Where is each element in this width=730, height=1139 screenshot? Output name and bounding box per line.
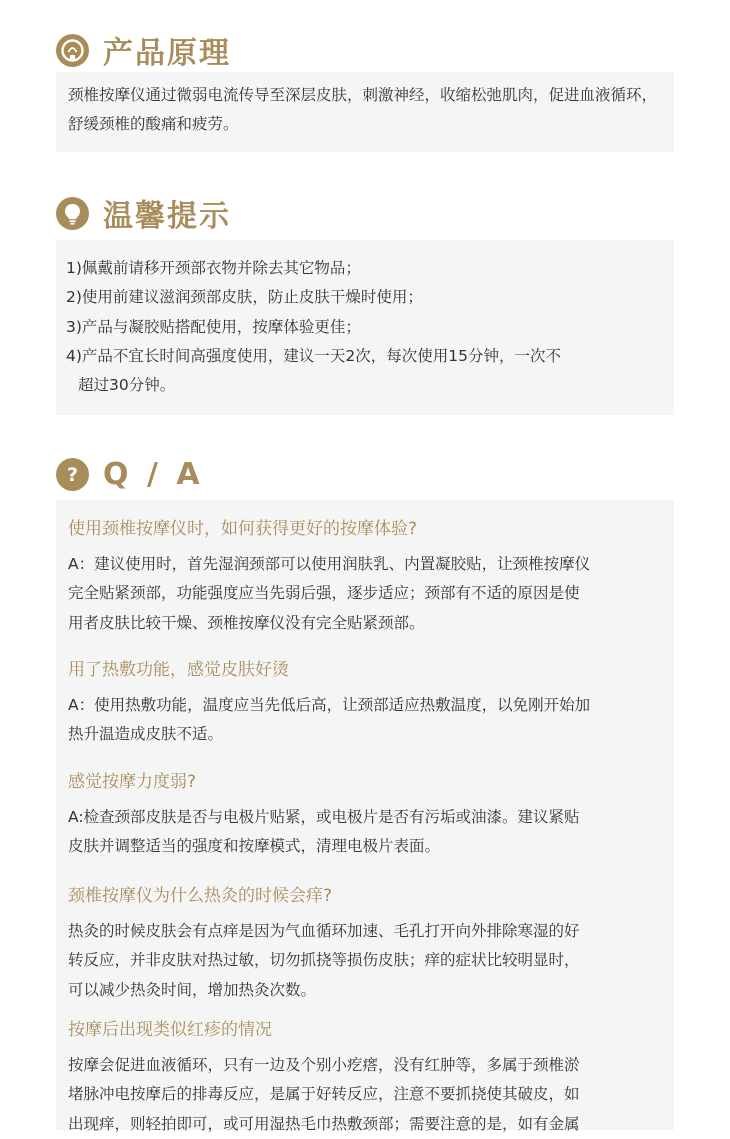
qa-answer-line: 皮肤并调整适当的强度和按摩模式，清理电极片表面。 bbox=[68, 837, 441, 856]
qa-answer-line: 热升温造成皮肤不适。 bbox=[68, 725, 224, 744]
tip-item: 2)使用前建议滋润颈部皮肤，防止皮肤干燥时使用； bbox=[66, 288, 423, 307]
principle-text: 颈椎按摩仪通过微弱电流传导至深层皮肤，刺激神经，收缩松弛肌肉，促进血液循环，舒缓颈椎的酸痛和疲劳。 bbox=[68, 86, 658, 133]
principle-header bbox=[56, 28, 231, 72]
qa-answer-line: 可以减少热灸时间，增加热灸次数。 bbox=[68, 980, 317, 999]
qa-box bbox=[56, 500, 674, 1133]
tips-list bbox=[66, 254, 561, 400]
qa-answer-line: 按摩会促进血液循环，只有一边及个别小疙瘩，没有红肿等，多属于颈椎淤 bbox=[68, 1056, 580, 1074]
qa-item bbox=[68, 659, 664, 750]
qa-title: Q / A bbox=[103, 457, 204, 492]
lightbulb-icon bbox=[56, 197, 89, 230]
tip-item: 3)产品与凝胶贴搭配使用，按摩体验更佳； bbox=[66, 317, 361, 336]
lightbulb-icon bbox=[56, 34, 89, 67]
qa-answer-line: A：使用热敷功能，温度应当先低后高，让颈部适应热敷温度，以免刚开始加 bbox=[68, 696, 591, 714]
qa-item bbox=[68, 1019, 664, 1139]
question-icon bbox=[56, 458, 89, 491]
qa-answer-line: A:检查颈部皮肤是否与电极片贴紧，或电极片是否有污垢或油漆。建议紧贴 bbox=[68, 808, 580, 826]
qa-answer-line: A：建议使用时，首先湿润颈部可以使用润肤乳、内置凝胶贴，让颈椎按摩仪 bbox=[68, 555, 591, 573]
qa-answer-line: 转反应，并非皮肤对热过敏，切勿抓挠等损伤皮肤；痒的症状比较明显时， bbox=[68, 951, 580, 970]
qa-answer-line: 完全贴紧颈部，功能强度应当先弱后强，逐步适应；颈部有不适的原因是使 bbox=[68, 584, 580, 603]
qa-item bbox=[68, 518, 664, 638]
svg-text:?: ? bbox=[66, 464, 79, 486]
qa-answer-line: 热灸的时候皮肤会有点痒是因为气血循环加速、毛孔打开向外排除寒湿的好 bbox=[68, 922, 580, 940]
tip-item: 1)佩戴前请移开颈部衣物并除去其它物品； bbox=[66, 259, 361, 277]
qa-header bbox=[56, 457, 204, 492]
tips-box bbox=[56, 240, 674, 415]
principle-box bbox=[56, 72, 674, 152]
tips-title: 温馨提示 bbox=[103, 199, 231, 234]
qa-question: 按摩后出现类似红疹的情况 bbox=[68, 1020, 272, 1040]
qa-question: 使用颈椎按摩仪时，如何获得更好的按摩体验? bbox=[68, 519, 418, 539]
qa-question: 用了热敷功能，感觉皮肤好烫 bbox=[68, 660, 289, 680]
qa-answer-line: 堵脉冲电按摩后的排毒反应，是属于好转反应，注意不要抓挠使其破皮，如 bbox=[68, 1085, 580, 1104]
qa-question: 感觉按摩力度弱? bbox=[68, 772, 197, 792]
qa-item bbox=[68, 885, 664, 1005]
qa-question: 颈椎按摩仪为什么热灸的时候会痒? bbox=[68, 886, 333, 906]
qa-item bbox=[68, 771, 664, 862]
qa-answer-line: 出现痒，则轻拍即可，或可用湿热毛巾热敷颈部；需要注意的是，如有金属 bbox=[68, 1114, 580, 1133]
tip-item: 4)产品不宜长时间高强度使用，建议一天2次，每次使用15分钟，一次不 bbox=[66, 346, 561, 365]
principle-title: 产品原理 bbox=[103, 36, 231, 71]
tips-header bbox=[56, 191, 231, 235]
tip-item: 超过30分钟。 bbox=[78, 376, 176, 395]
qa-answer-line: 用者皮肤比较干燥、颈椎按摩仪没有完全贴紧颈部。 bbox=[68, 613, 425, 632]
